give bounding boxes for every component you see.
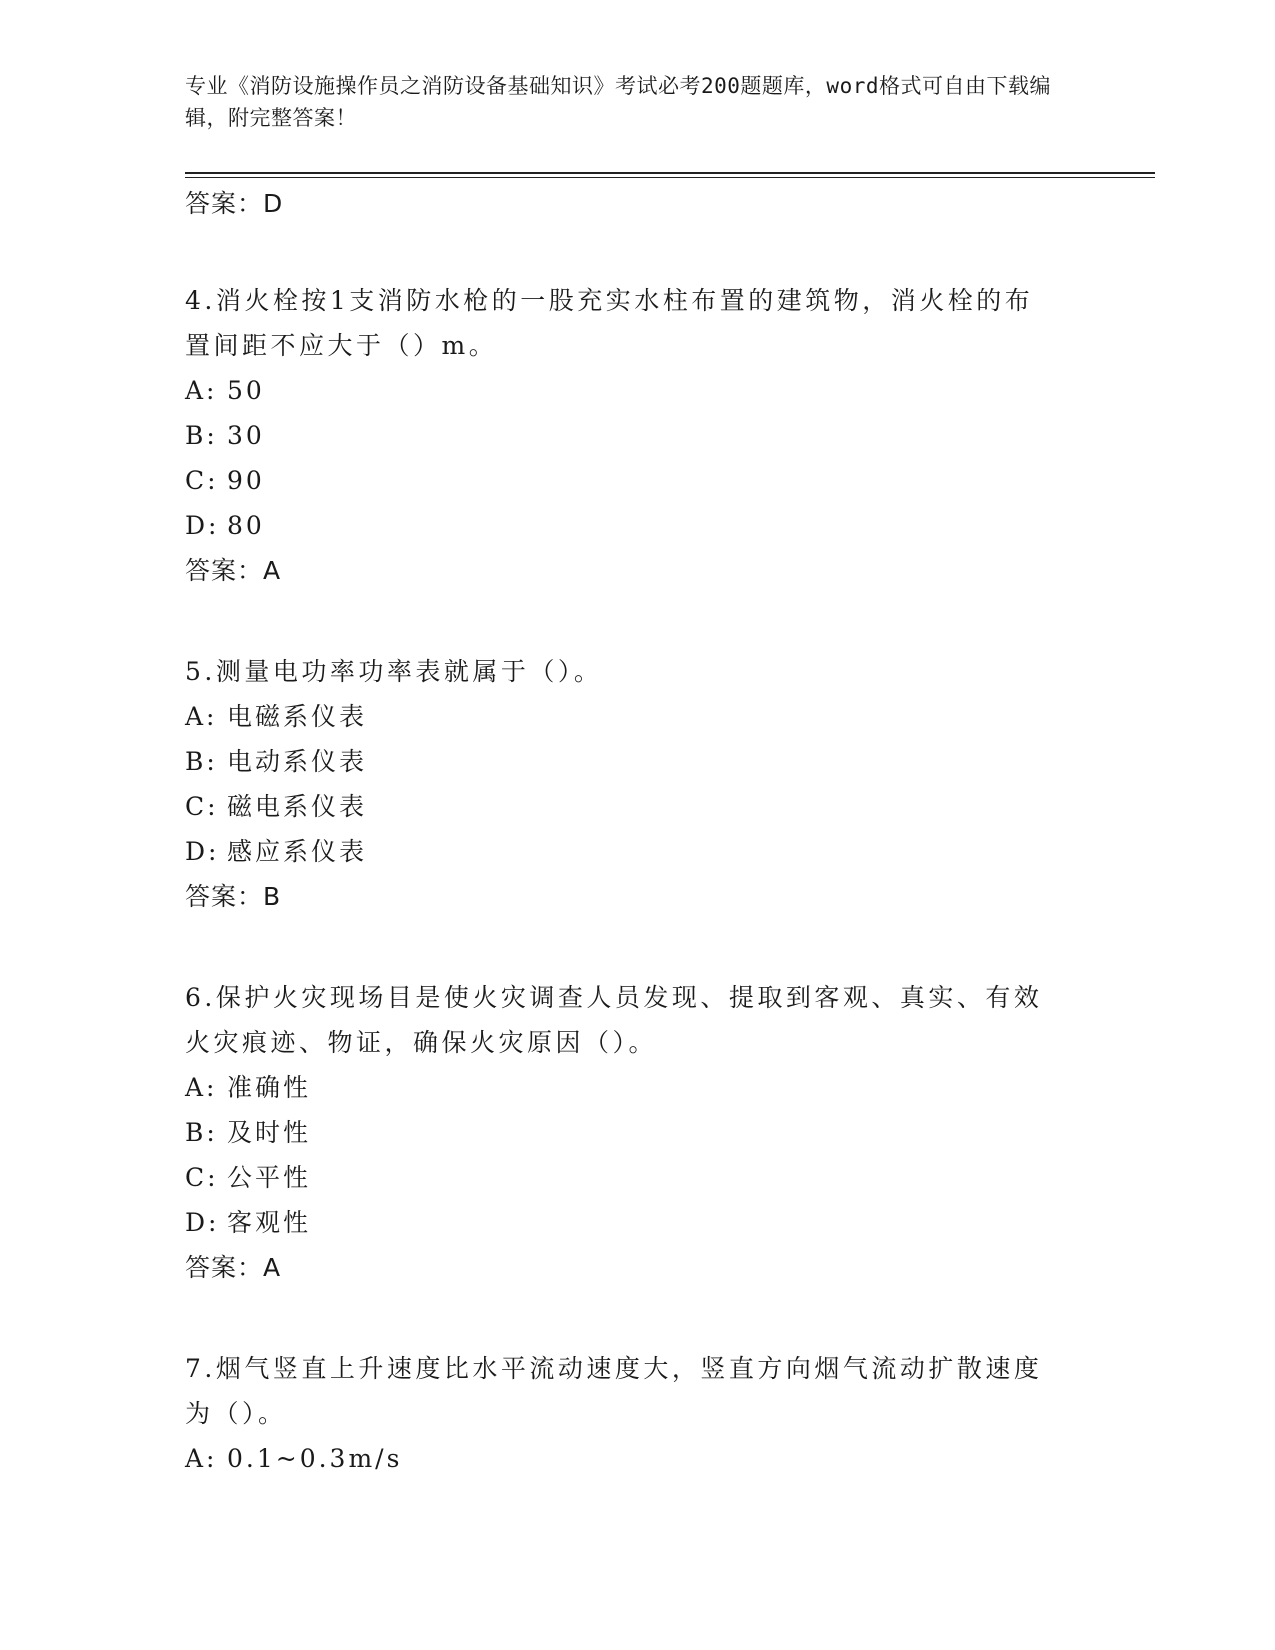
option-value: 30 <box>227 421 265 450</box>
question-answer: 答案：B <box>185 882 282 911</box>
option-key: D: <box>185 837 220 866</box>
option-key: C: <box>185 1163 219 1192</box>
option-key: B: <box>185 747 218 776</box>
option-key: A: <box>185 702 218 731</box>
question-text: 7.烟气竖直上升速度比水平流动速度大，竖直方向烟气流动扩散速度为（）。 <box>185 1354 1043 1428</box>
question-list <box>185 278 1155 1481</box>
question-4 <box>185 278 1155 593</box>
header-divider <box>185 172 1155 178</box>
option-a <box>185 694 1155 739</box>
option-a <box>185 1065 1155 1110</box>
option-b <box>185 739 1155 784</box>
previous-answer: 答案：D <box>185 189 284 218</box>
divider-line-thick <box>185 172 1155 174</box>
option-key: B: <box>185 1118 218 1147</box>
option-key: D: <box>185 1208 220 1237</box>
option-key: A: <box>185 1444 218 1473</box>
option-value: 磁电系仪表 <box>227 792 368 821</box>
question-text: 5.测量电功率功率表就属于（）。 <box>185 657 603 686</box>
page-header: 专业《消防设施操作员之消防设备基础知识》考试必考200题题库，word格式可自由下载编辑，附完整答案！ <box>185 74 1051 130</box>
option-a <box>185 368 1155 413</box>
option-d <box>185 1200 1155 1245</box>
option-value: 感应系仪表 <box>227 837 368 866</box>
question-answer: 答案：A <box>185 556 282 585</box>
option-key: C: <box>185 466 219 495</box>
option-c <box>185 784 1155 829</box>
option-value: 50 <box>227 376 265 405</box>
option-value: 客观性 <box>227 1208 312 1237</box>
document-page <box>185 70 1155 1481</box>
option-b <box>185 413 1155 458</box>
option-value: 公平性 <box>227 1163 312 1192</box>
option-d <box>185 503 1155 548</box>
question-text: 4.消火栓按1支消防水枪的一股充实水柱布置的建筑物，消火栓的布置间距不应大于（）m。 <box>185 286 1034 360</box>
option-d <box>185 829 1155 874</box>
option-c <box>185 1155 1155 1200</box>
option-value: 准确性 <box>227 1073 312 1102</box>
option-key: C: <box>185 792 219 821</box>
option-b <box>185 1110 1155 1155</box>
option-key: D: <box>185 511 220 540</box>
option-c <box>185 458 1155 503</box>
option-value: 0.1~0.3m/s <box>227 1444 403 1473</box>
question-text: 6.保护火灾现场目是使火灾调查人员发现、提取到客观、真实、有效火灾痕迹、物证，确保火灾原因（）。 <box>185 983 1043 1057</box>
option-a <box>185 1436 1155 1481</box>
option-value: 电磁系仪表 <box>227 702 368 731</box>
question-7 <box>185 1346 1155 1481</box>
option-value: 电动系仪表 <box>227 747 368 776</box>
option-value: 80 <box>227 511 265 540</box>
question-5 <box>185 649 1155 919</box>
question-6 <box>185 975 1155 1290</box>
divider-line-thin <box>185 177 1155 178</box>
option-value: 90 <box>227 466 265 495</box>
option-key: A: <box>185 1073 218 1102</box>
option-key: B: <box>185 421 218 450</box>
option-value: 及时性 <box>227 1118 312 1147</box>
question-answer: 答案：A <box>185 1253 282 1282</box>
option-key: A: <box>185 376 218 405</box>
